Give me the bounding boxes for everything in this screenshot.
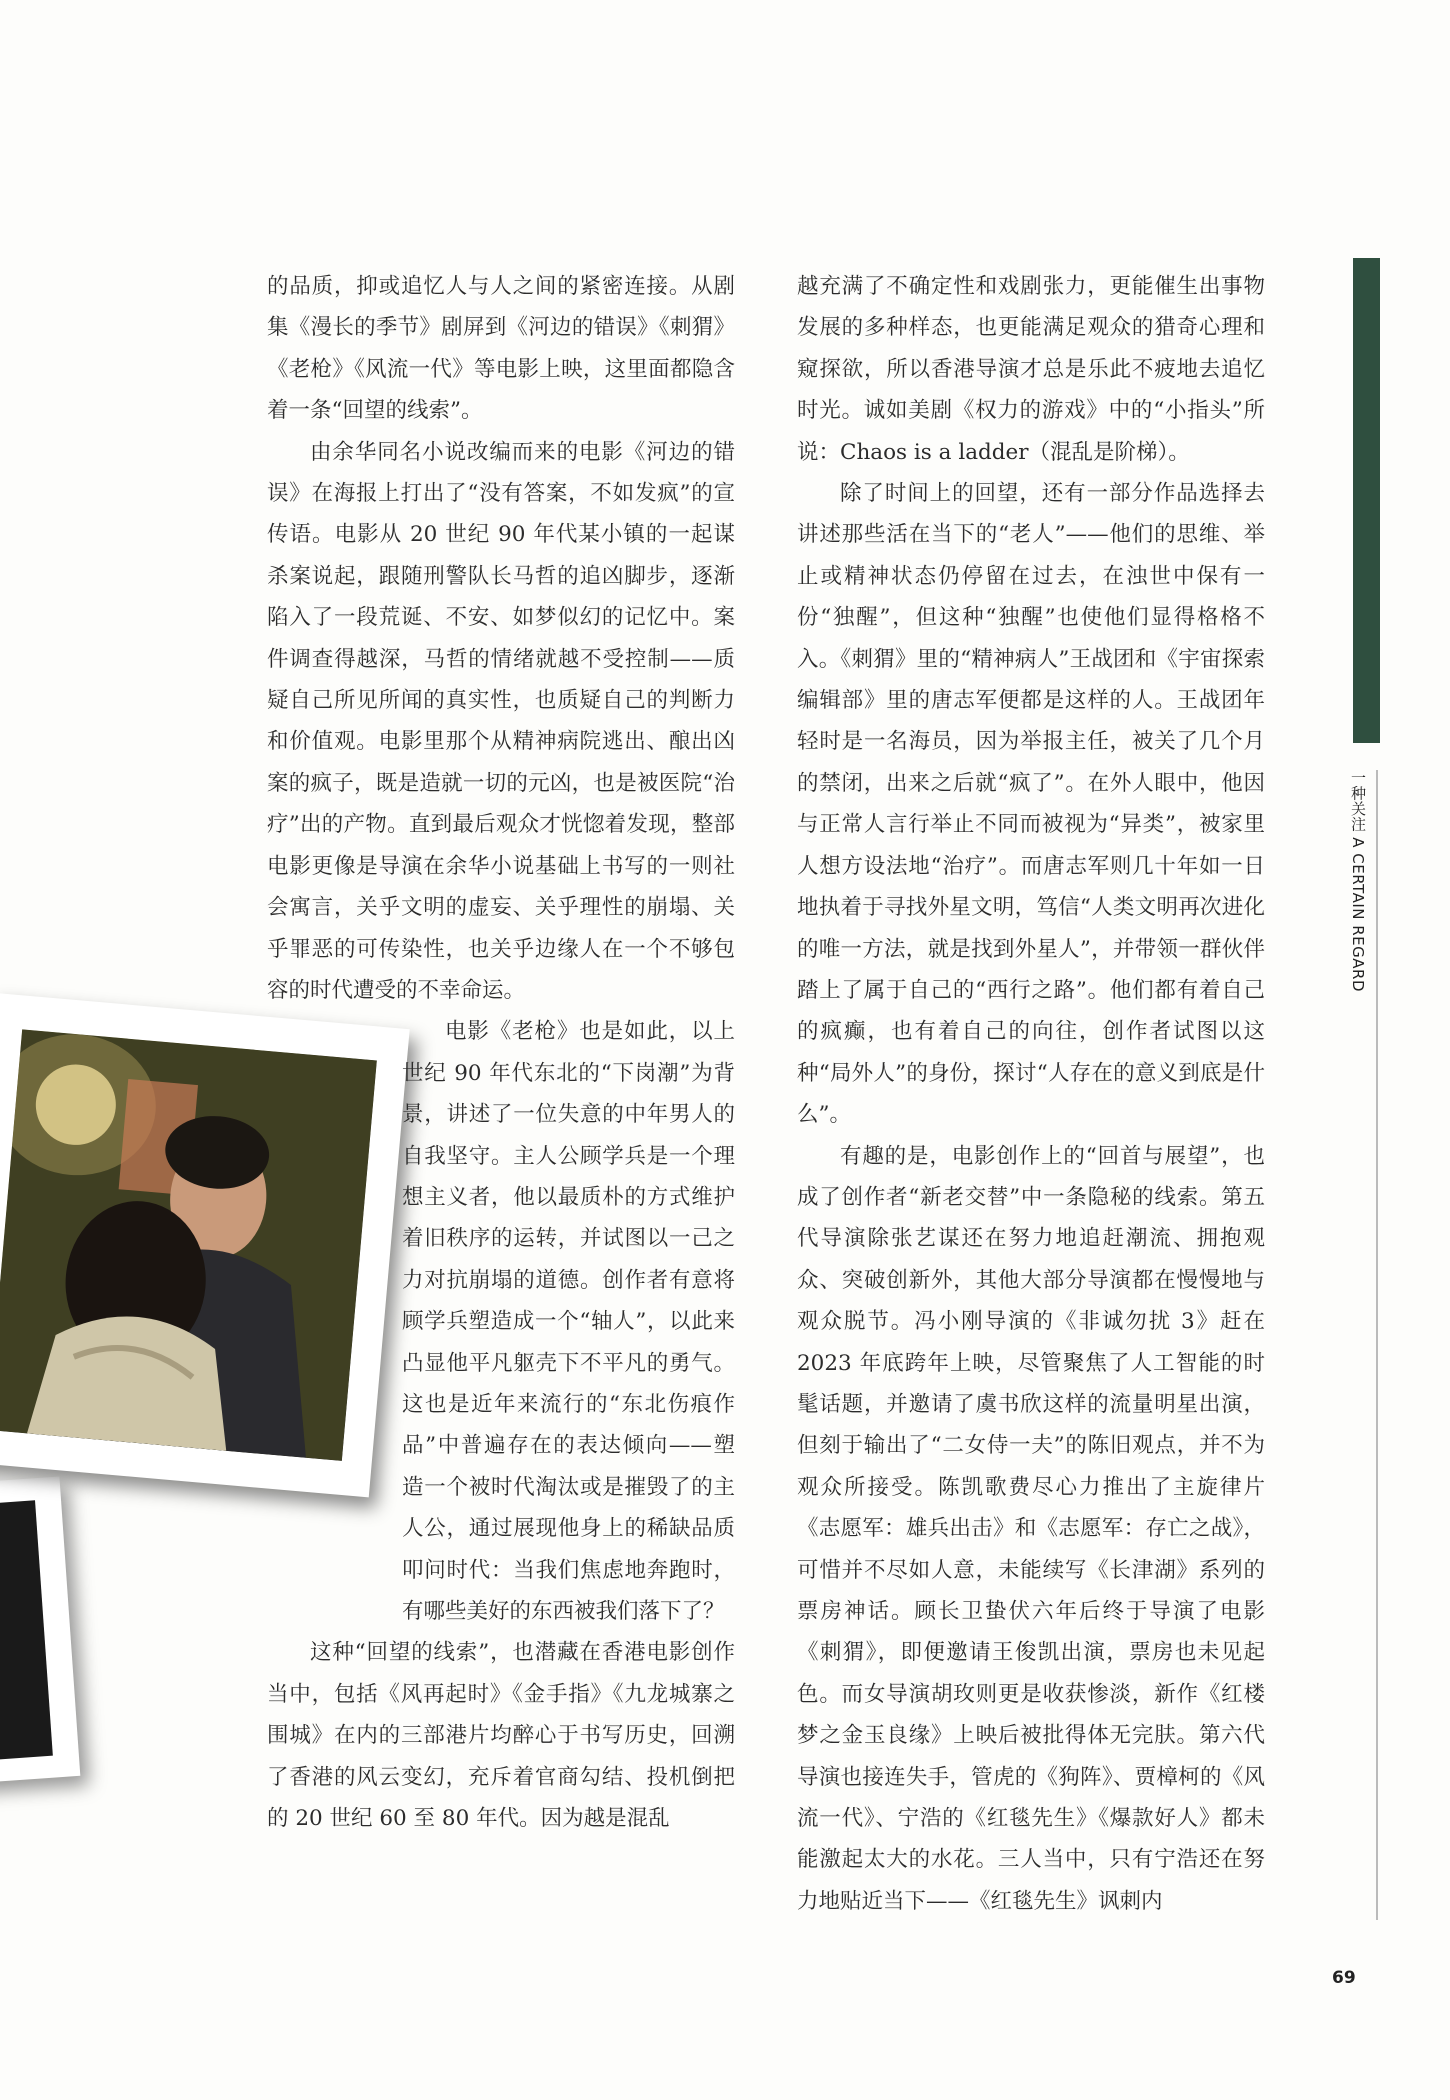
right-paragraph-3: 有趣的是，电影创作上的“回首与展望”，也成了创作者“新老交替”中一条隐秘的线索。第五代导演除张艺谋还在努力地追赶潮流、拥抱观众、突破创新外，其他大部分导演都在慢慢地与观众脱节。冯小刚导演的《非诚勿扰 3》赶在 2023 年底跨年上映，尽管聚焦了人工智能的时髦话题，并邀请了虞书欣这样的流量明星出演，但刻于输出了“二女侍一夫”的陈旧观点，并不为观众所接受。陈凯歌费尽心力推出了主旋律片《志愿军：雄兵出击》和《志愿军：存亡之战》，可惜并不尽如人意，未能续写《长津湖》系列的票房神话。顾长卫蛰伏六年后终于导演了电影《刺猬》，即便邀请王俊凯出演，票房也未见起色。而女导演胡玫则更是收获惨淡，新作《红楼梦之金玉良缘》上映后被批得体无完肤。第六代导演也接连失手，管虎的《狗阵》、贾樟柯的《风流一代》、宁浩的《红毯先生》《爆款好人》都未能激起太大的水花。三人当中，只有宁浩还在努力地贴近当下——《红毯先生》讽刺内 [797,1143,1265,1914]
left-paragraph-1: 的品质，抑或追忆人与人之间的紧密连接。从剧集《漫长的季节》剧屏到《河边的错误》《刺猬》《老枪》《风流一代》等电影上映，这里面都隐含着一条“回望的线索”。 [267,274,735,424]
page-number: 69 [1332,1968,1356,1988]
left-paragraph-2: 由余华同名小说改编而来的电影《河边的错误》在海报上打出了“没有答案，不如发疯”的宣传语。电影从 20 世纪 90 年代某小镇的一起谋杀案说起，跟随刑警队长马哲的追凶脚步，逐渐陷入了一段荒诞、不安、如梦似幻的记忆中。案件调查得越深，马哲的情绪就越不受控制——质疑自己所见所闻的真实性，也质疑自己的判断力和价值观。电影里那个从精神病院逃出、酿出凶案的疯子，既是造就一切的元凶，也是被医院“治疗”出的产物。直到最后观众才恍惚着发现，整部电影更像是导演在余华小说基础上书写的一则社会寓言，关乎文明的虚妄、关乎理性的崩塌、关乎罪恶的可传染性，也关乎边缘人在一个不够包容的时代遭受的不幸命运。 [267,439,735,1003]
left-paragraph-4: 这种“回望的线索”，也潜藏在香港电影创作当中，包括《风再起时》《金手指》《九龙城寨之围城》在内的三部港片均醉心于书写历史，回溯了香港的风云变幻，充斥着官商勾结、投机倒把的 20 世纪 60 至 80 年代。因为越是混乱 [267,1640,735,1832]
section-color-bar [1353,258,1380,743]
photo-wrap-space [267,1011,402,1631]
right-paragraph-1: 越充满了不确定性和戏剧张力，更能催生出事物发展的多种样态，也更能满足观众的猎奇心理和窥探欲，所以香港导演才总是乐此不疲地去追忆时光。诚如美剧《权力的游戏》中的“小指头”所说：Chaos is a ladder（混乱是阶梯）。 [797,274,1265,465]
second-photo-frame [0,1477,80,1784]
right-paragraph-2: 除了时间上的回望，还有一部分作品选择去讲述那些活在当下的“老人”——他们的思维、举止或精神状态仍停留在过去，在浊世中保有一份“独醒”，但这种“独醒”也使他们显得格格不入。《刺猬》里的“精神病人”王战团和《宇宙探索编辑部》里的唐志军便都是这样的人。王战团年轻时是一名海员，因为举报主任，被关了几个月的禁闭，出来之后就“疯了”。在外人眼中，他因与正常人言行举止不同而被视为“异类”，被家里人想方设法地“治疗”。而唐志军则几十年如一日地执着于寻找外星文明，笃信“人类文明再次进化的唯一方法，就是找到外星人”，并带领一群伙伴踏上了属于自己的“西行之路”。他们都有着自己的疯癫，也有着自己的向往，创作者试图以这种“局外人”的身份，探讨“人存在的意义到底是什么”。 [797,481,1265,1128]
right-column [797,266,1265,1922]
second-photo [0,1500,53,1761]
section-rule [1376,770,1378,1920]
left-paragraph-3: 电影《老枪》也是如此，以上世纪 90 年代东北的“下岗潮”为背景，讲述了一位失意的中年男人的自我坚守。主人公顾学兵是一个理想主义者，他以最质朴的方式维护着旧秩序的运转，并试图以一己之力对抗崩塌的道德。创作者有意将顾学兵塑造成一个“轴人”，以此来凸显他平凡躯壳下不平凡的勇气。这也是近年来流行的“东北伤痕作品”中普遍存在的表达倾向——塑造一个被时代淘汰或是摧毁了的主人公，通过展现他身上的稀缺品质叩问时代：当我们焦虑地奔跑时，有哪些美好的东西被我们落下了？ [402,1019,735,1624]
left-column [267,266,735,1839]
section-label: 一种关注 A CERTAIN REGARD [1349,770,1367,993]
